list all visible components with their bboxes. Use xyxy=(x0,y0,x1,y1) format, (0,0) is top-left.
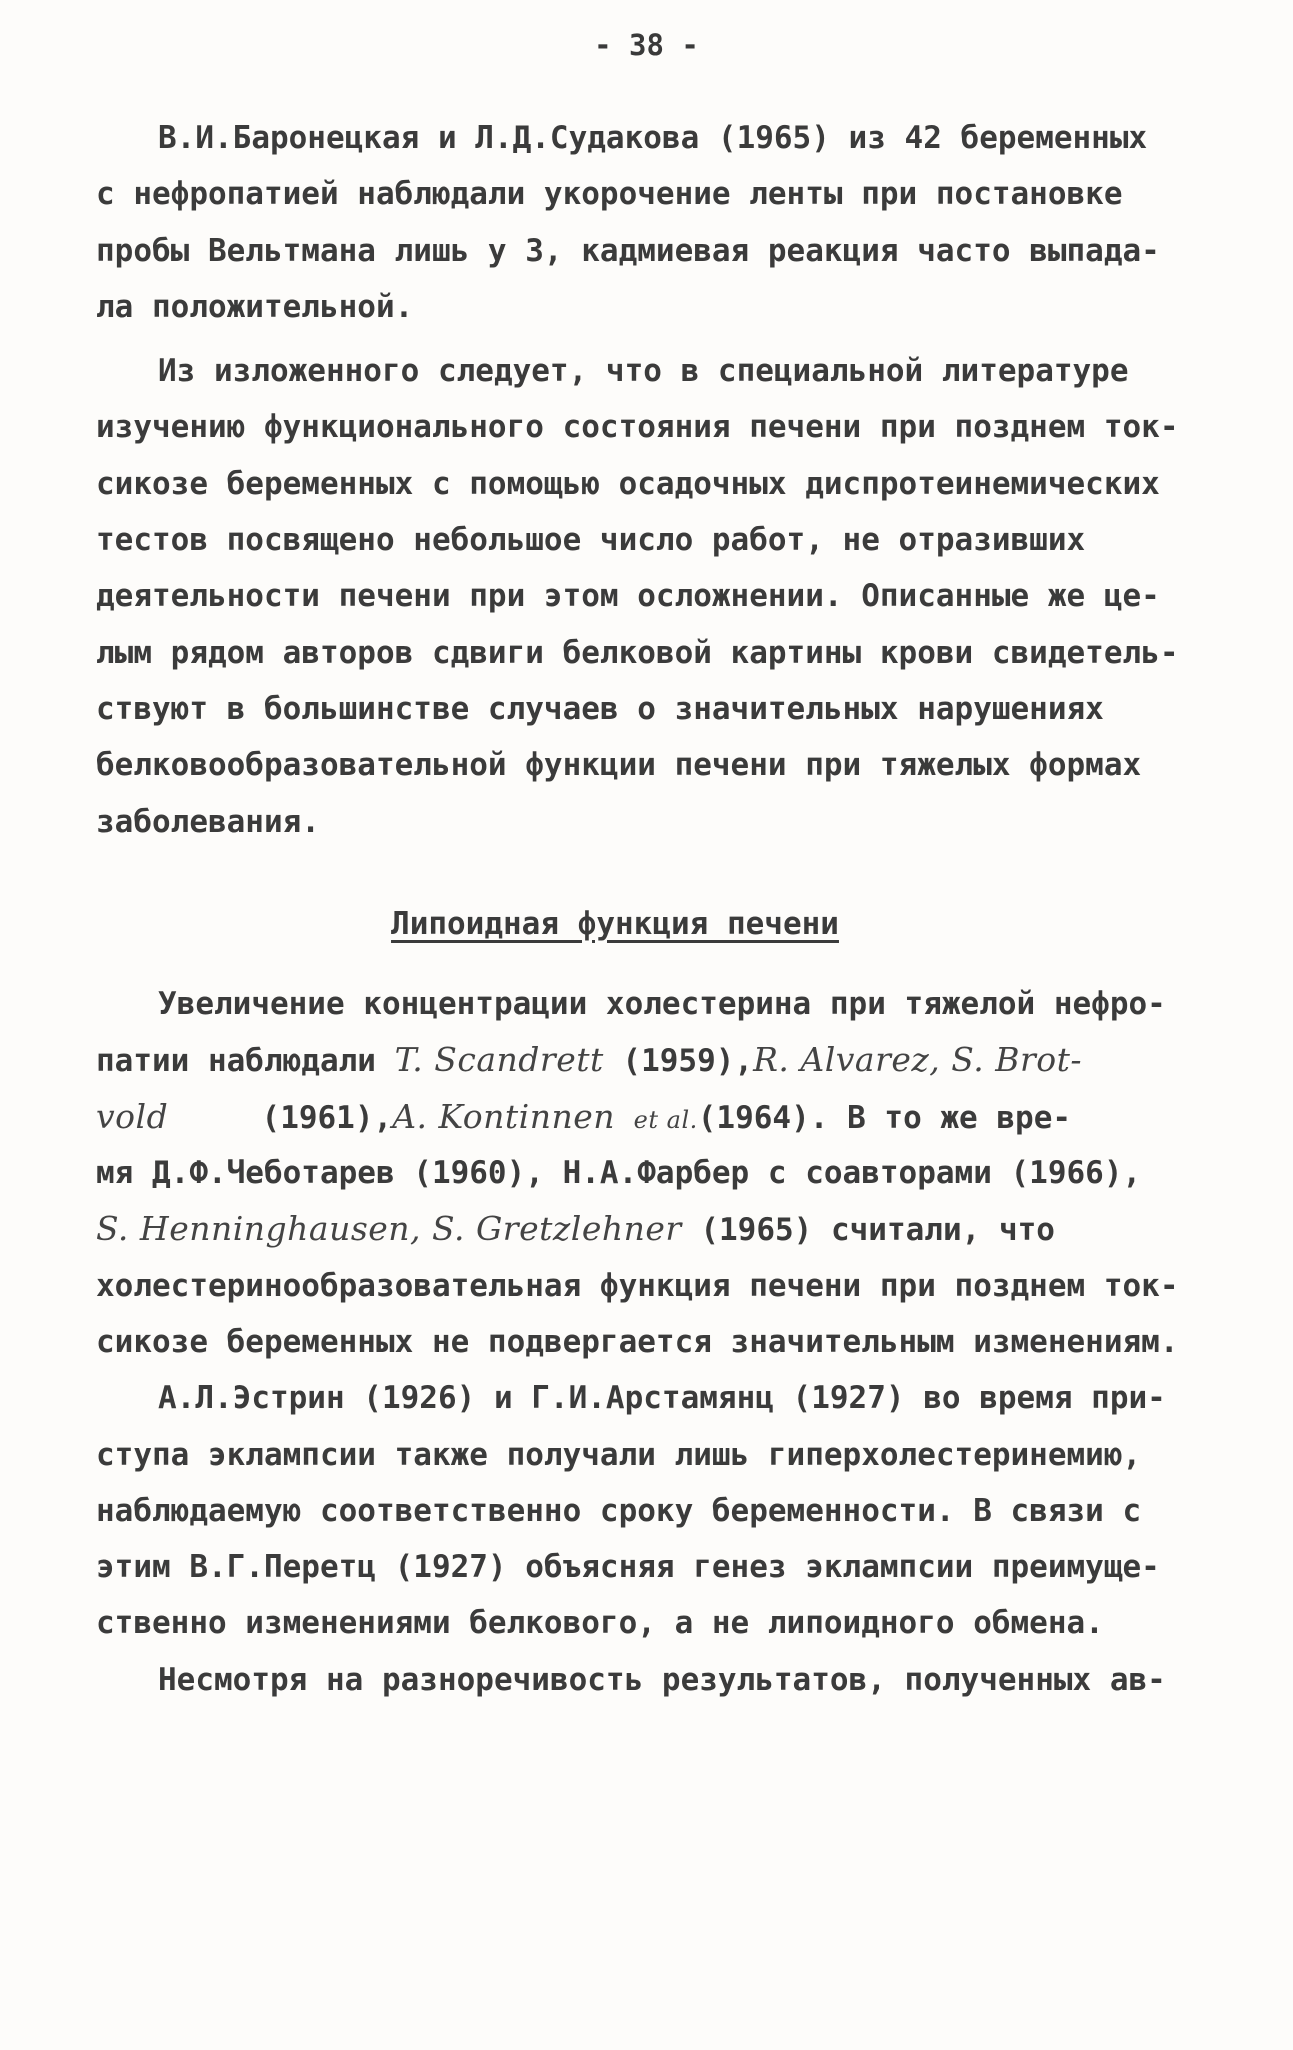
text-line: ственно изменениями белкового, а не липоидного обмена. xyxy=(96,1605,1104,1642)
text-line xyxy=(96,1201,1154,1257)
handwritten-et-al: et al. xyxy=(633,1105,698,1134)
text-line xyxy=(96,1089,1154,1145)
text-line: этим В.Г.Перетц (1927) объясняя генез эклампсии преимуще- xyxy=(96,1549,1160,1586)
page-number: - 38 - xyxy=(594,28,699,62)
text-line: деятельности печени при этом осложнении. Описанные же це- xyxy=(96,578,1160,615)
text-line: заболевания. xyxy=(96,803,320,840)
text-segment: (1961), xyxy=(261,1099,393,1136)
text-line: холестеринообразовательная функция печени при позднем ток- xyxy=(96,1267,1179,1304)
handwritten-author: vold xyxy=(96,1096,169,1136)
text-line: ступа эклампсии также получали лишь гиперхолестеринемию, xyxy=(96,1436,1142,1473)
text-line: ла положительной. xyxy=(96,288,414,325)
text-line: сикозе беременных не подвергается значительным изменениям. xyxy=(96,1323,1179,1360)
text-segment: (1965) считали, что xyxy=(700,1212,1055,1249)
text-segment: (1959), xyxy=(622,1043,754,1080)
handwritten-author: R. Alvarez, S. Brot- xyxy=(753,1040,1082,1080)
text-line: Несмотря на разноречивость результатов, полученных ав- xyxy=(158,1661,1166,1698)
text-line: Увеличение концентрации холестерина при тяжелой нефро- xyxy=(158,986,1166,1023)
text-line: тестов посвящено небольшое число работ, не отразивших xyxy=(96,522,1086,559)
text-line: изучению функционального состояния печени при позднем ток- xyxy=(96,409,1179,446)
text-line: сикозе беременных с помощью осадочных диспротеинемических xyxy=(96,465,1160,502)
text-line: мя Д.Ф.Чеботарев (1960), Н.А.Фарбер с соавторами (1966), xyxy=(96,1155,1142,1192)
section-heading xyxy=(96,896,1154,952)
handwritten-author: A. Kontinnen xyxy=(392,1096,615,1136)
text-line: А.Л.Эстрин (1926) и Г.И.Арстамянц (1927) во время при- xyxy=(158,1380,1166,1417)
text-line: ствуют в большинстве случаев о значительных нарушениях xyxy=(96,690,1104,727)
handwritten-author: T. Scandrett xyxy=(394,1040,604,1080)
text-line: пробы Вельтмана лишь у 3, кадмиевая реакция часто выпада- xyxy=(96,232,1160,269)
text-segment: патии наблюдали xyxy=(96,1043,376,1080)
section-heading-text: Липоидная функция печени xyxy=(391,905,839,942)
body-text xyxy=(96,110,1179,1708)
text-line: Из изложенного следует, что в специальной литературе xyxy=(158,353,1129,390)
text-line xyxy=(96,1032,1154,1088)
handwritten-author: S. Henninghausen, S. Gretzlehner xyxy=(96,1209,682,1249)
text-segment: (1964). В то же вре- xyxy=(697,1099,1072,1136)
text-line: лым рядом авторов сдвиги белковой картины крови свидетель- xyxy=(96,634,1179,671)
text-line: В.И.Баронецкая и Л.Д.Судакова (1965) из 42 беременных xyxy=(158,120,1148,156)
text-line: с нефропатией наблюдали укорочение ленты при постановке xyxy=(96,176,1123,213)
text-line: наблюдаемую соответственно сроку беременности. В связи с xyxy=(96,1492,1142,1529)
text-line: белковообразовательной функции печени при тяжелых формах xyxy=(96,747,1142,784)
